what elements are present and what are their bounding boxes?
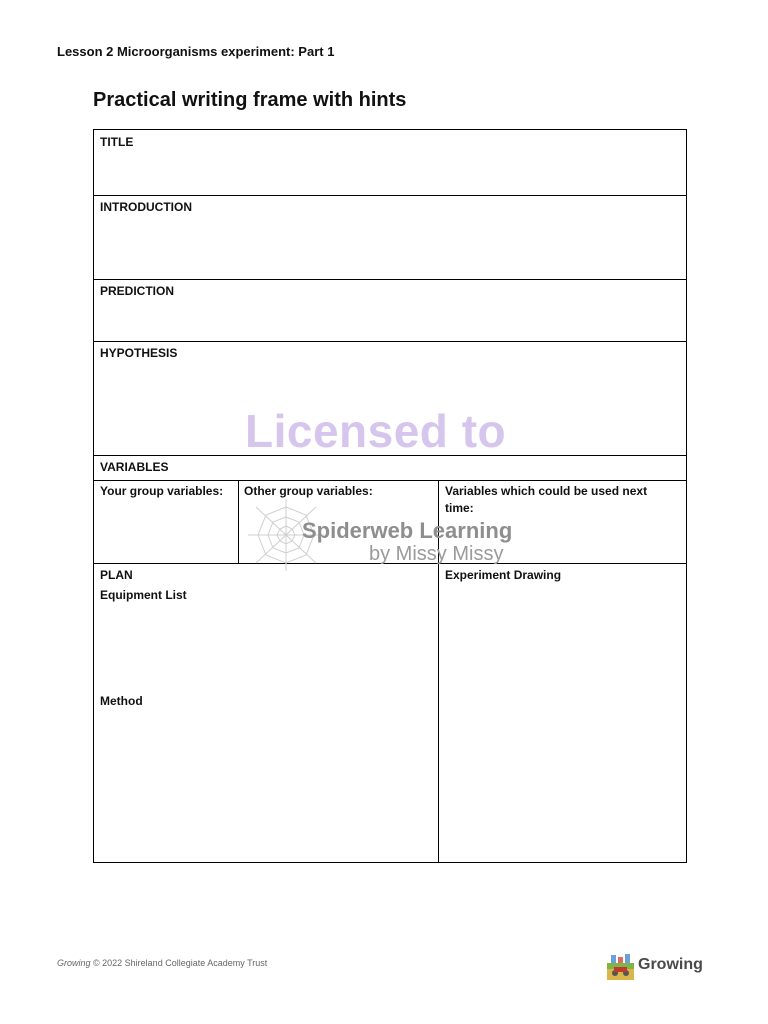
footer-copyright	[57, 958, 267, 968]
licensee-watermark: by Missy Missy	[369, 543, 504, 565]
divider	[94, 480, 686, 481]
next-time-variables-label: Variables which could be used next time:	[445, 484, 648, 515]
page-title: Practical writing frame with hints	[93, 89, 407, 111]
divider	[94, 195, 686, 196]
spiderweb-brand-watermark: Spiderweb Learning	[302, 518, 513, 543]
growing-logo-icon	[607, 953, 634, 980]
divider	[94, 341, 686, 342]
method-label: Method	[100, 694, 143, 708]
experiment-drawing-label: Experiment Drawing	[445, 568, 562, 582]
licensed-watermark: Licensed to	[245, 405, 507, 457]
plan-section-label: PLAN	[100, 568, 133, 582]
variables-section-label: VARIABLES	[100, 460, 169, 474]
divider	[238, 480, 239, 563]
prediction-section-label: PREDICTION	[100, 284, 175, 298]
writing-frame	[93, 129, 687, 863]
equipment-list-label: Equipment List	[100, 588, 187, 602]
introduction-section-label: INTRODUCTION	[100, 200, 192, 214]
hypothesis-section-label: HYPOTHESIS	[100, 346, 178, 360]
footer-brand: Growing	[57, 958, 91, 968]
lesson-header: Lesson 2 Microorganisms experiment: Part 1	[57, 44, 335, 59]
growing-logo-text: Growing	[638, 956, 703, 973]
footer-copyright-text: © 2022 Shireland Collegiate Academy Trust	[90, 958, 268, 968]
title-section-label: TITLE	[100, 135, 134, 149]
your-group-variables-label: Your group variables:	[100, 484, 224, 498]
divider	[94, 279, 686, 280]
other-group-variables-label: Other group variables:	[244, 484, 373, 498]
